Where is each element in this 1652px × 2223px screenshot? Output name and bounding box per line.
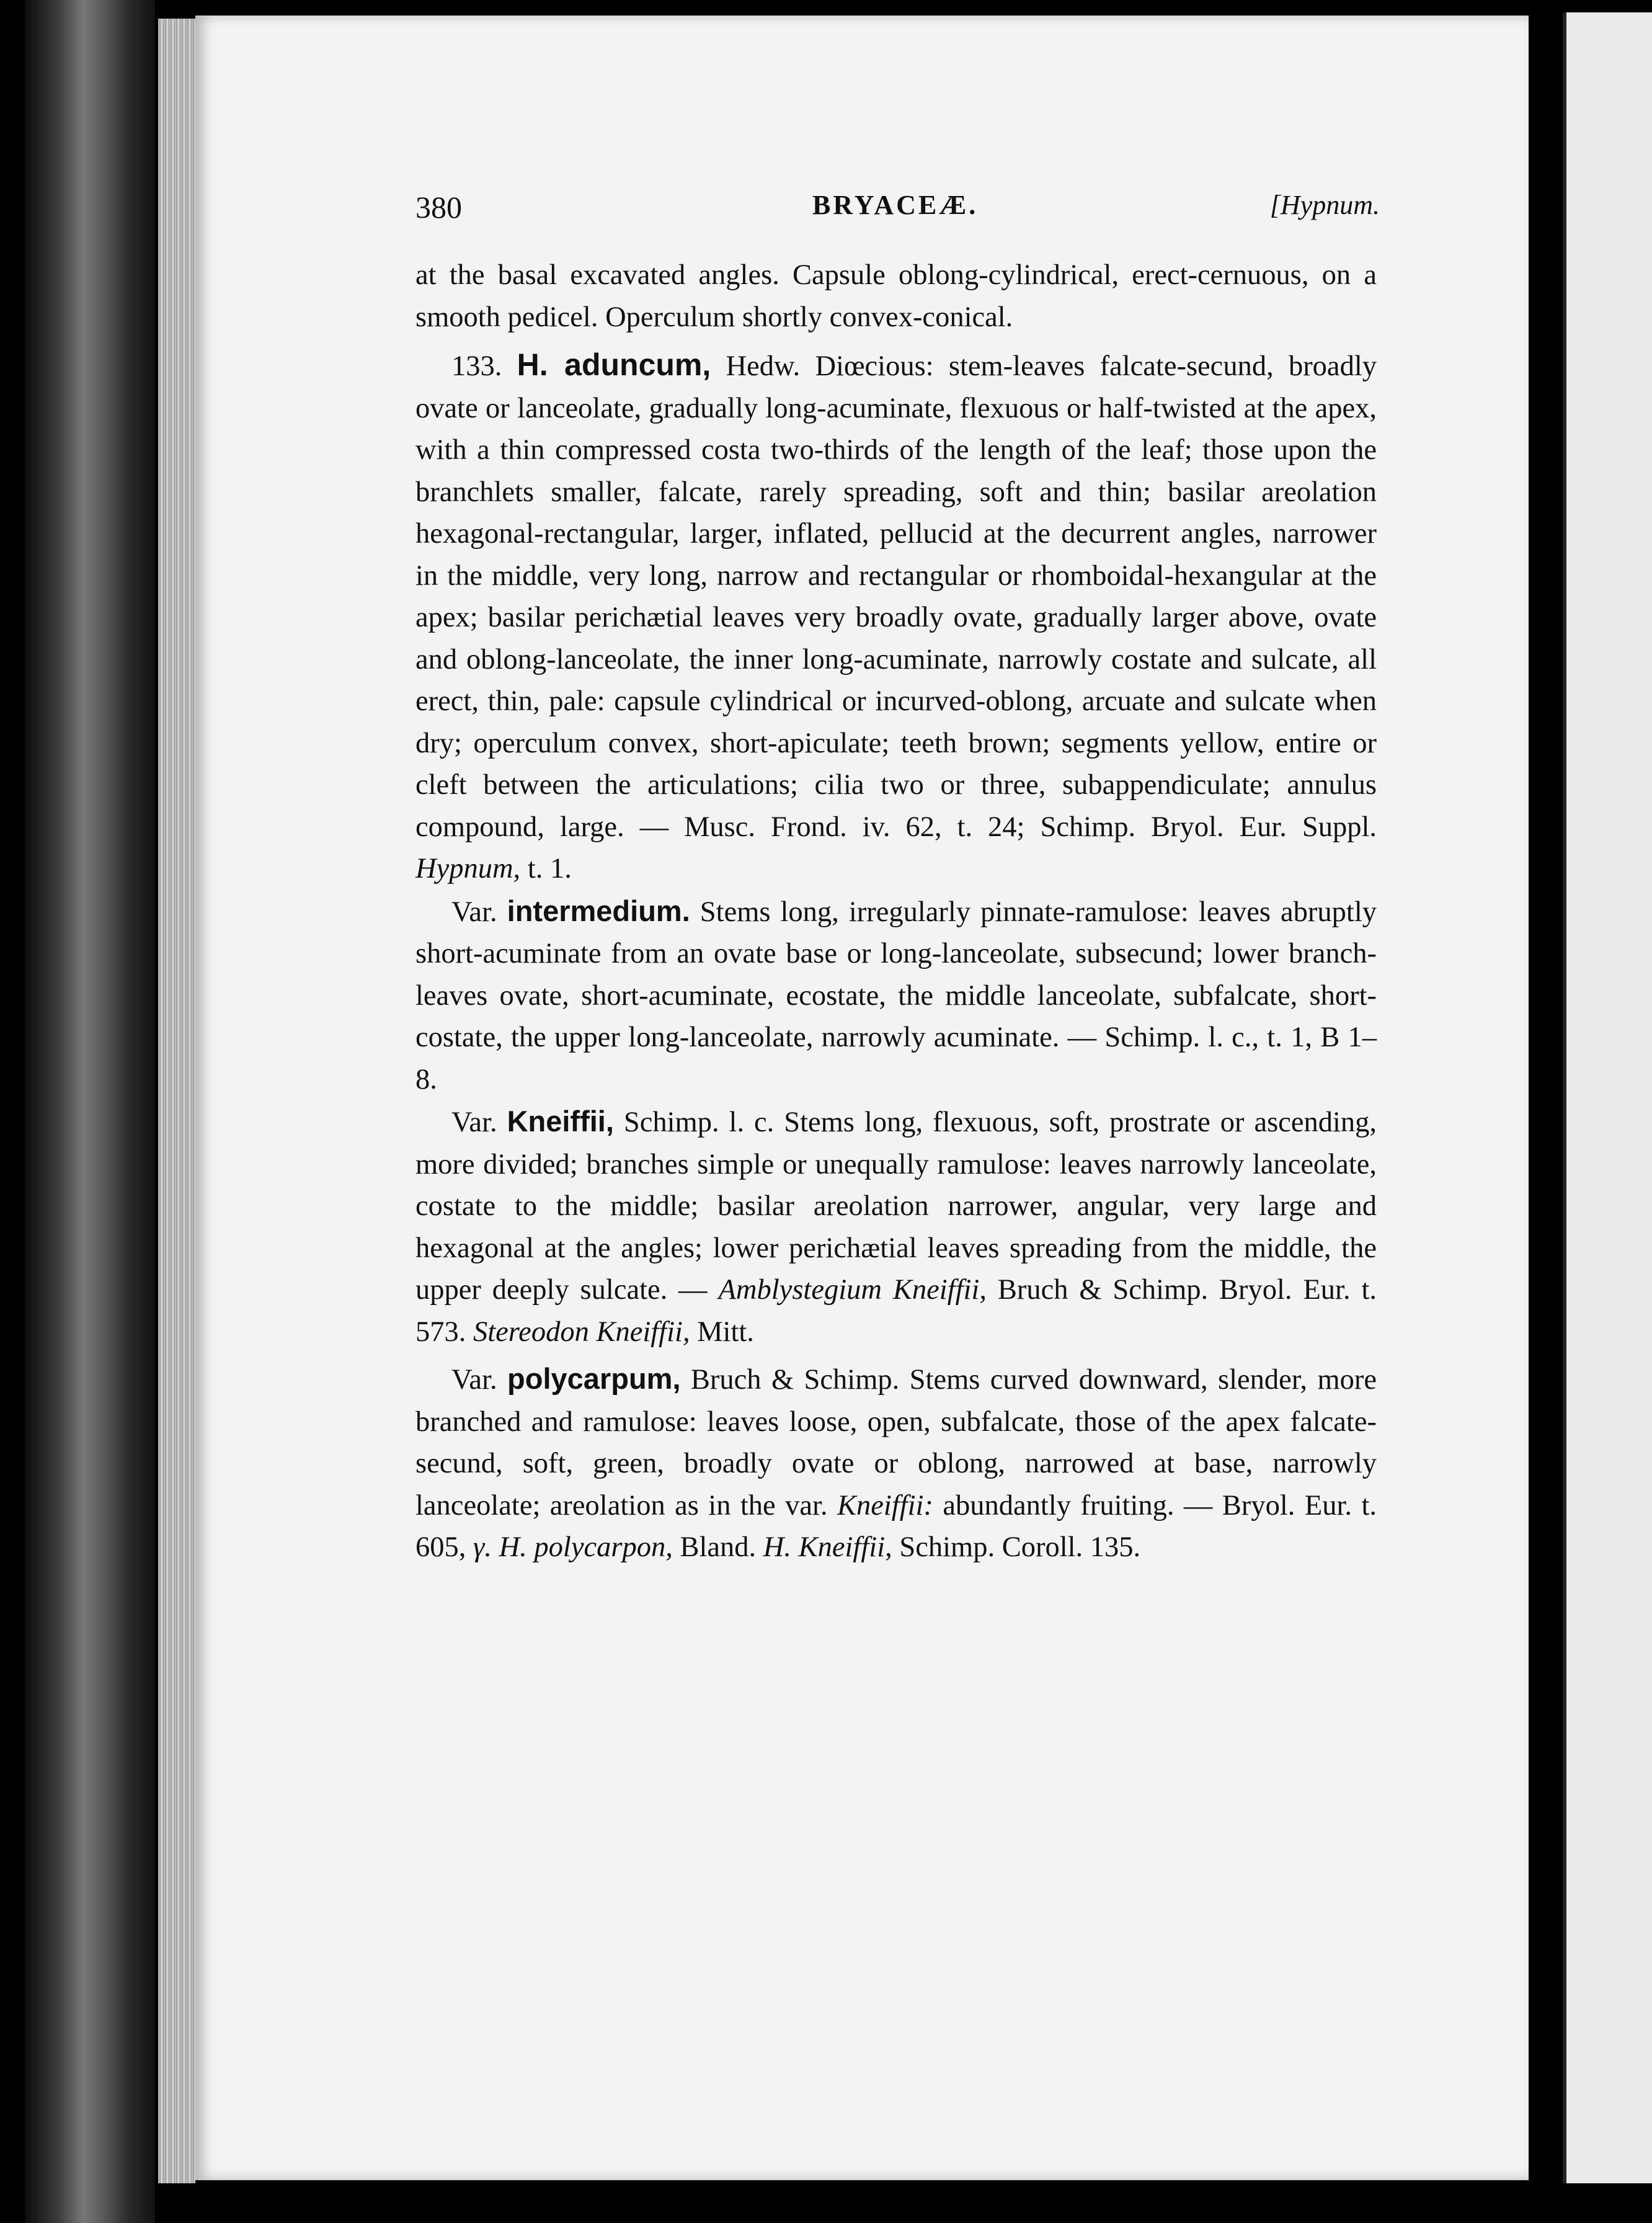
variety-kneiffii <box>415 1100 1377 1353</box>
variety-description: Bruch & Schimp. Stems curved downward, slender, more branched and ramulose: leaves loose, open, subfalcate, those of the apex falcate-secund, soft, green, broadly ovate or oblong, narrowed at base, narrowly lanceolate; areolation as in the var. <box>415 1364 1377 1521</box>
facing-page <box>1563 12 1652 2183</box>
synonym-reference: Schimp. Coroll. 135. <box>899 1531 1141 1563</box>
page-number: 380 <box>415 190 462 225</box>
species-author: Hedw. <box>726 350 801 382</box>
variety-prefix: Var. <box>451 1107 497 1138</box>
variety-name: intermedium. <box>507 894 690 927</box>
book-spine <box>25 0 155 2223</box>
variety-prefix: Var. <box>451 896 497 928</box>
variety-intermedium <box>415 890 1377 1101</box>
variety-name: polycarpum, <box>507 1362 681 1395</box>
genus-heading: [Hypnum. <box>1269 190 1380 220</box>
variety-name: Kneiffii, <box>507 1105 614 1138</box>
variety-description-cont: abundantly fruiting. — Bryol. Eur. t. 605, <box>415 1489 1377 1563</box>
entry-number: 133. <box>451 350 502 382</box>
variety-description: Schimp. l. c. Stems long, flexuous, soft, prostrate or ascending, more divided; branches simple or unequally ramulose: leaves narrowly lanceolate, costate to the middle; basilar areolation narrower, angular, very large and hexagonal at the angles; lower perichætial leaves spreading from the middle, the upper deeply sulcate. — <box>415 1107 1377 1306</box>
page-body <box>415 254 1377 1569</box>
species-name: H. aduncum, <box>517 347 711 382</box>
species-description: Diœcious: stem-leaves falcate-secund, broadly ovate or lanceolate, gradually long-acuminate, flexuous or half-twisted at the apex, with a thin compressed costa two-thirds of the length of the leaf; those upon the branchlets smaller, falcate, rarely spreading, soft and thin; basilar areolation hexagonal-rectangular, larger, inflated, pellucid at the decurrent angles, narrower in the middle, very long, narrow and rectangular or rhomboidal-hexangular at the apex; basilar perichætial leaves very broadly ovate, gradually larger above, ovate and oblong-lanceolate, the inner long-acuminate, narrowly costate and sulcate, all erect, thin, pale: capsule cylindrical or incurved-oblong, arcuate and sulcate when dry; operculum convex, short-apiculate; teeth brown; segments yellow, entire or cleft between the articulations; cilia two or three, subappendiculate; annulus compound, large. — Musc. Frond. iv. 62, t. 24; Schimp. Bryol. Eur. Suppl. <box>415 350 1377 843</box>
continuation-paragraph: at the basal excavated angles. Capsule oblong-cylindrical, erect-cernuous, on a smooth pedicel. Operculum shortly convex-conical. <box>415 259 1377 333</box>
synonym-italic: H. Kneiffii, <box>763 1531 892 1563</box>
variety-prefix: Var. <box>451 1364 497 1396</box>
synonym-reference: Bruch & Schimp. Bryol. Eur. t. 573. <box>415 1274 1377 1348</box>
synonym-reference: Mitt. <box>697 1316 754 1348</box>
synonym-italic: Amblystegium Kneiffii, <box>718 1274 987 1306</box>
variety-reference-italic: Kneiffii: <box>837 1489 933 1521</box>
reference-end: t. 1. <box>527 853 572 884</box>
species-entry-133 <box>415 344 1377 890</box>
variety-description: Stems long, irregularly pinnate-ramulose: leaves abruptly short-acuminate from an ovate base or long-lanceolate, subsecund; lower branch-leaves ovate, short-acuminate, ecostate, the middle lanceolate, subfalcate, short-costate, the upper long-lanceolate, narrowly acuminate. — Schimp. l. c., t. 1, B 1–8. <box>415 896 1377 1095</box>
synonym-italic: Stereodon Kneiffii, <box>473 1316 690 1348</box>
synonym-reference: Bland. <box>680 1531 757 1563</box>
reference-italic: Hypnum, <box>415 853 521 884</box>
running-head: BRYACEÆ. <box>812 190 979 220</box>
page-edges <box>158 19 195 2183</box>
synonym-italic: H. polycarpon, <box>499 1531 673 1563</box>
variety-polycarpum <box>415 1358 1377 1569</box>
page-header <box>415 189 1380 226</box>
greek-letter: γ. <box>473 1531 492 1563</box>
